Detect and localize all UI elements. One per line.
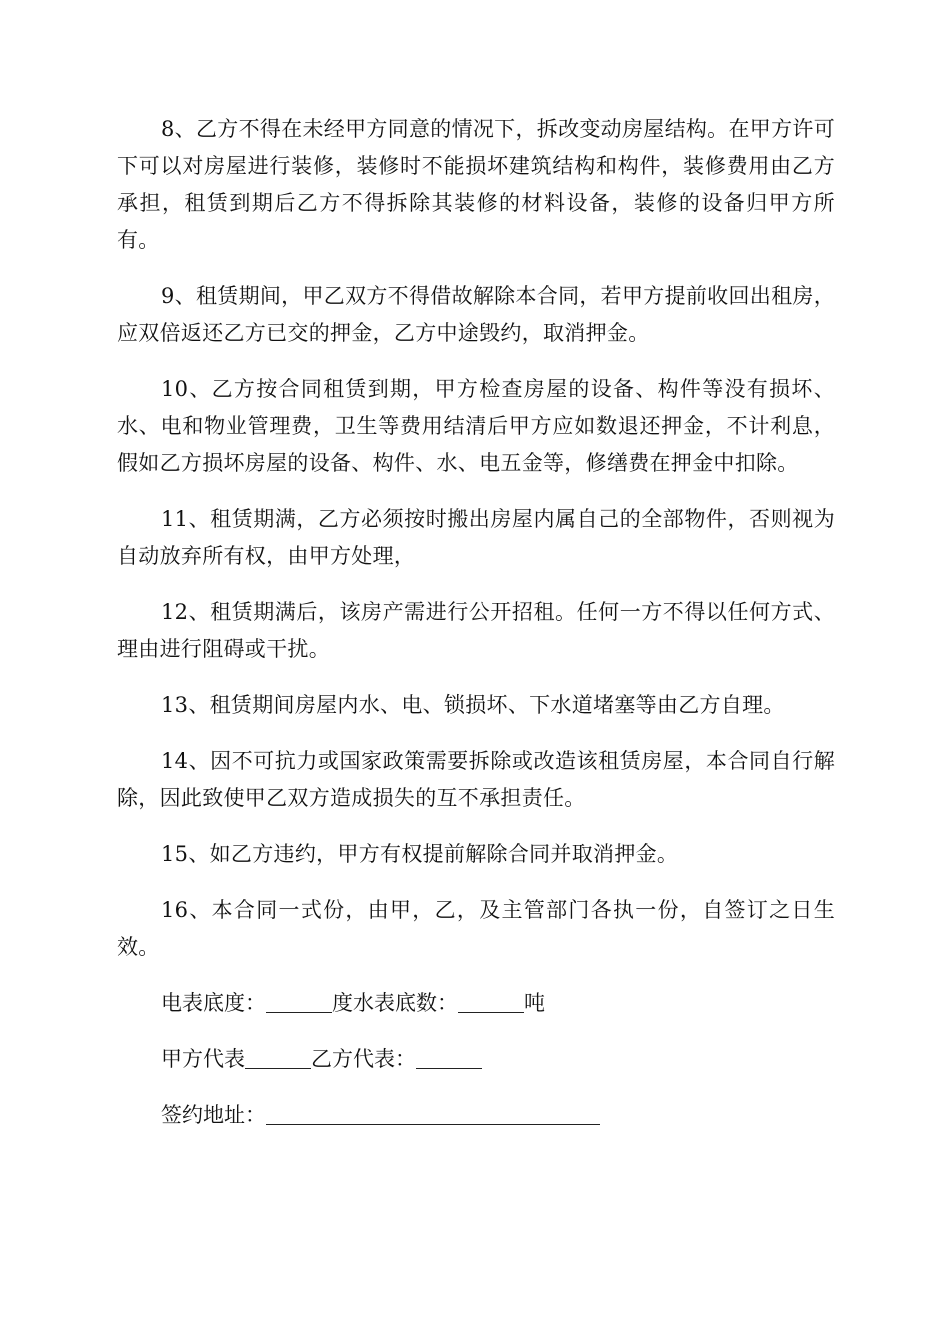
clause-9: 9、租赁期间，甲乙双方不得借故解除本合同，若甲方提前收回出租房，应双倍返还乙方已交的押金，乙方中途毁约，取消押金。 (117, 284, 835, 345)
electric-meter-blank (266, 990, 332, 1013)
water-meter-label: 水表底数： (353, 991, 458, 1015)
contract-body (117, 111, 835, 1134)
water-meter-blank (458, 990, 524, 1013)
electric-meter-label: 电表底度： (161, 991, 266, 1015)
address-label: 签约地址： (161, 1103, 266, 1127)
address-line (117, 1097, 835, 1134)
clause-13: 13、租赁期间房屋内水、电、锁损坏、下水道堵塞等由乙方自理。 (161, 693, 785, 717)
party-a-blank (245, 1046, 311, 1069)
clause-8: 8、乙方不得在未经甲方同意的情况下，拆改变动房屋结构。在甲方许可下可以对房屋进行装修，装修时不能损坏建筑结构和构件，装修费用由乙方承担，租赁到期后乙方不得拆除其装修的材料设备，装修的设备归甲方所有。 (117, 117, 835, 252)
party-b-label: 乙方代表： (311, 1047, 416, 1071)
representatives-line (117, 1041, 835, 1078)
clause-16: 16、本合同一式份，由甲，乙，及主管部门各执一份，自签订之日生效。 (117, 898, 835, 959)
clause-14: 14、因不可抗力或国家政策需要拆除或改造该租赁房屋，本合同自行解除，因此致使甲乙双方造成损失的互不承担责任。 (117, 749, 835, 810)
clause-12: 12、租赁期满后，该房产需进行公开招租。任何一方不得以任何方式、理由进行阻碍或干扰。 (117, 600, 835, 661)
clause-15: 15、如乙方违约，甲方有权提前解除合同并取消押金。 (161, 842, 679, 866)
party-b-blank (416, 1046, 482, 1069)
party-a-label: 甲方代表 (161, 1047, 245, 1071)
address-blank (266, 1102, 600, 1125)
clause-10: 10、乙方按合同租赁到期，甲方检查房屋的设备、构件等没有损坏、水、电和物业管理费，卫生等费用结清后甲方应如数退还押金，不计利息，假如乙方损坏房屋的设备、构件、水、电五金等，修缮费在押金中扣除。 (117, 377, 835, 475)
clause-11: 11、租赁期满，乙方必须按时搬出房屋内属自己的全部物件，否则视为自动放弃所有权，由甲方处理， (117, 507, 835, 568)
water-meter-unit: 吨 (524, 991, 545, 1015)
meter-readings-line (117, 985, 835, 1022)
electric-meter-unit: 度 (332, 991, 353, 1015)
